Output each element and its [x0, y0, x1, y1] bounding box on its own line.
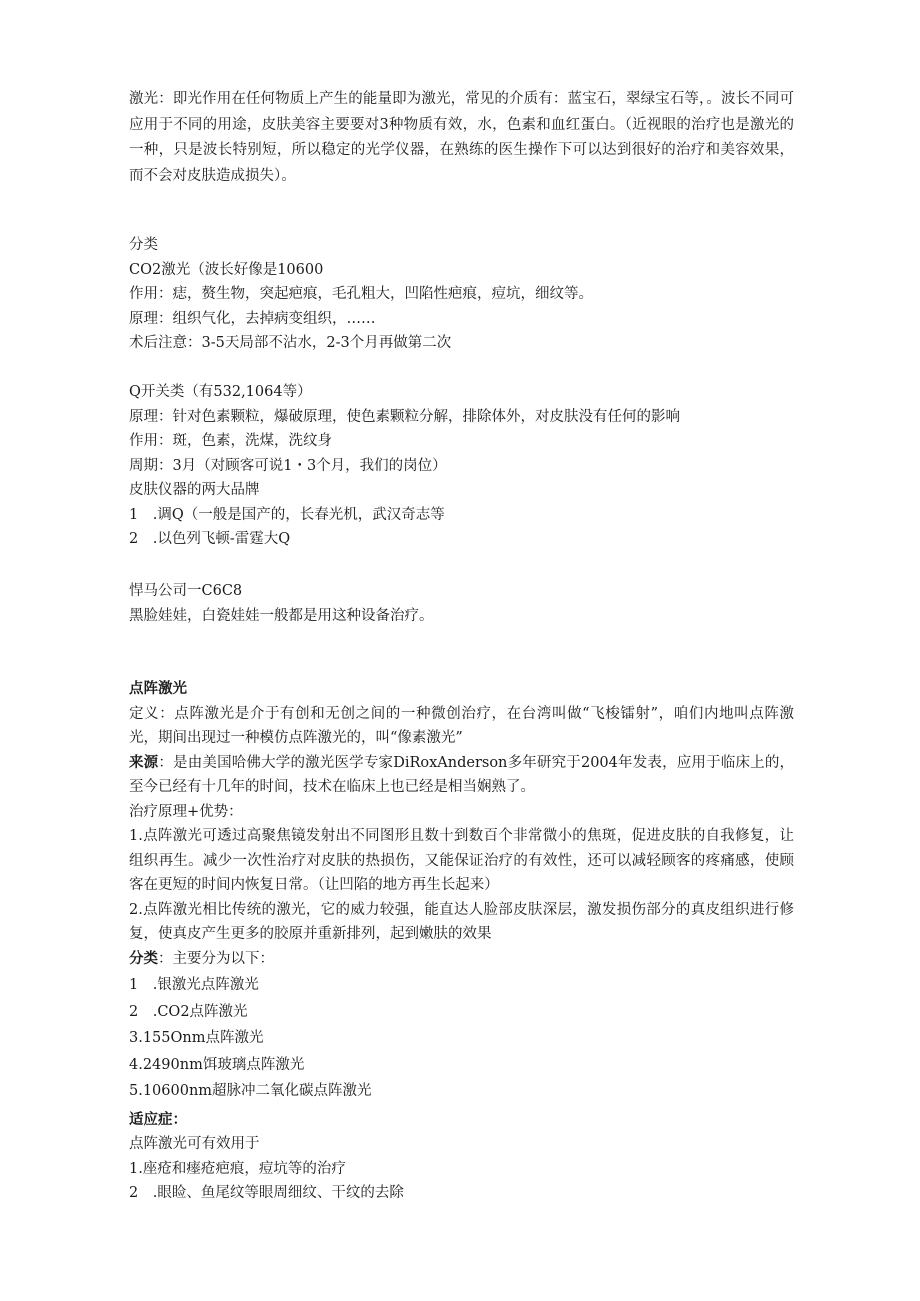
type-item-3: 3.155Onm点阵激光 [129, 1030, 264, 1046]
q-switch-title: Q开关类（有532,1064等） [129, 384, 312, 400]
fractional-category [129, 947, 794, 972]
fractional-source [129, 751, 794, 800]
source-label: 来源 [129, 753, 159, 771]
principle-item-1: 1.点阵激光可透过高聚焦镜发射出不同图形且数十到数百个非常微小的焦斑，促进皮肤的自我修复，让组织再生。减少一次性治疗对皮肤的热损伤，又能保证治疗的有效性，还可以减轻顾客的疼痛感，使顾客在更短的时间内恢复日常。（让凹陷的地方再生长起来） [129, 828, 794, 893]
fractional-title: 点阵激光 [129, 680, 187, 697]
c6-company-line: 悍马公司一C6C8 [129, 583, 243, 599]
brands-title: 皮肤仪器的两大品牌 [129, 482, 260, 498]
c6-section [129, 579, 794, 628]
indications-title: 适应症： [129, 1110, 187, 1128]
c6-usage-line: 黑脸娃娃，白瓷娃娃一般都是用这种设备治疗。 [129, 607, 434, 624]
co2-principle: 原理：组织气化，去掉病变组织，…… [129, 310, 376, 327]
principle-item-2: 2.点阵激光相比传统的激光，它的威力较强，能直达人脸部皮肤深层，激发损伤部分的真皮组织进行修复，使真皮产生更多的胶原并重新排列，起到嫩肤的效果 [129, 901, 794, 942]
source-text: ：是由美国哈佛大学的激光医学专家DiRoxAnderson多年研究于2004年发表，应用于临床上的，至今已经有十几年的时间，技术在临床上也已经是相当娴熟了。 [129, 754, 794, 795]
q-switch-cycle: 周期：3月（对顾客可说1・3个月，我们的岗位） [129, 457, 447, 474]
fractional-definition: 定义：点阵激光是介于有创和无创之间的一种微创治疗，在台湾叫做“飞梭镭射”，咱们内地叫点阵激光，期间出现过一种模仿点阵激光的，叫“像素激光” [129, 705, 794, 746]
intro-paragraph: 激光：即光作用在任何物质上产生的能量即为激光，常见的介质有：蓝宝石，翠绿宝石等，。波长不同可应用于不同的用途，皮肤美容主要要对3种物质有效，水，色素和血红蛋白。（近视眼的治疗也是激光的一种，只是波长特别短，所以稳定的光学仪器，在熟练的医生操作下可以达到很好的治疗和美容效果，而不会对皮肤造成损失）。 [129, 91, 794, 184]
q-switch-section [129, 380, 794, 552]
principle-title: 治疗原理+优势： [129, 803, 243, 820]
brand-item-1: 1 .调Q（一般是国产的，长春光机，武汉奇志等 [129, 506, 445, 523]
co2-aftercare: 术后注意：3-5天局部不沾水，2-3个月再做第二次 [129, 335, 452, 351]
co2-section [129, 233, 794, 356]
co2-effect: 作用：痣，赘生物，突起疤痕，毛孔粗大，凹陷性疤痕，痘坑，细纹等。 [129, 286, 593, 302]
category-text: ：主要分为以下： [158, 950, 274, 967]
co2-title: CO2激光（波长好像是10600 [129, 261, 324, 278]
type-item-5: 5.10600nm超脉冲二氧化碳点阵激光 [129, 1083, 372, 1099]
q-switch-effect: 作用：斑，色素，洗煤，洗纹身 [129, 433, 332, 449]
category-label: 分类 [129, 949, 158, 967]
q-switch-principle: 原理：针对色素颗粒，爆破原理，使色素颗粒分解，排除体外，对皮肤没有任何的影响 [129, 408, 680, 425]
type-item-1: 1 .银激光点阵激光 [129, 977, 259, 993]
brand-item-2: 2 .以色列飞顿-雷霆大Q [129, 531, 291, 547]
type-item-4: 4.2490nm饵玻璃点阵激光 [129, 1056, 305, 1073]
fractional-laser-section [129, 677, 794, 1206]
type-item-2: 2 .CO2点阵激光 [129, 1003, 248, 1020]
indication-item-2: 2 .眼睑、鱼尾纹等眼周细纹、干纹的去除 [129, 1185, 404, 1201]
indication-item-1: 1.座疮和瘗疮疤痕，痘坑等的治疗 [129, 1160, 346, 1177]
category-heading: 分类 [129, 237, 158, 253]
indications-intro: 点阵激光可有效用于 [129, 1136, 260, 1152]
